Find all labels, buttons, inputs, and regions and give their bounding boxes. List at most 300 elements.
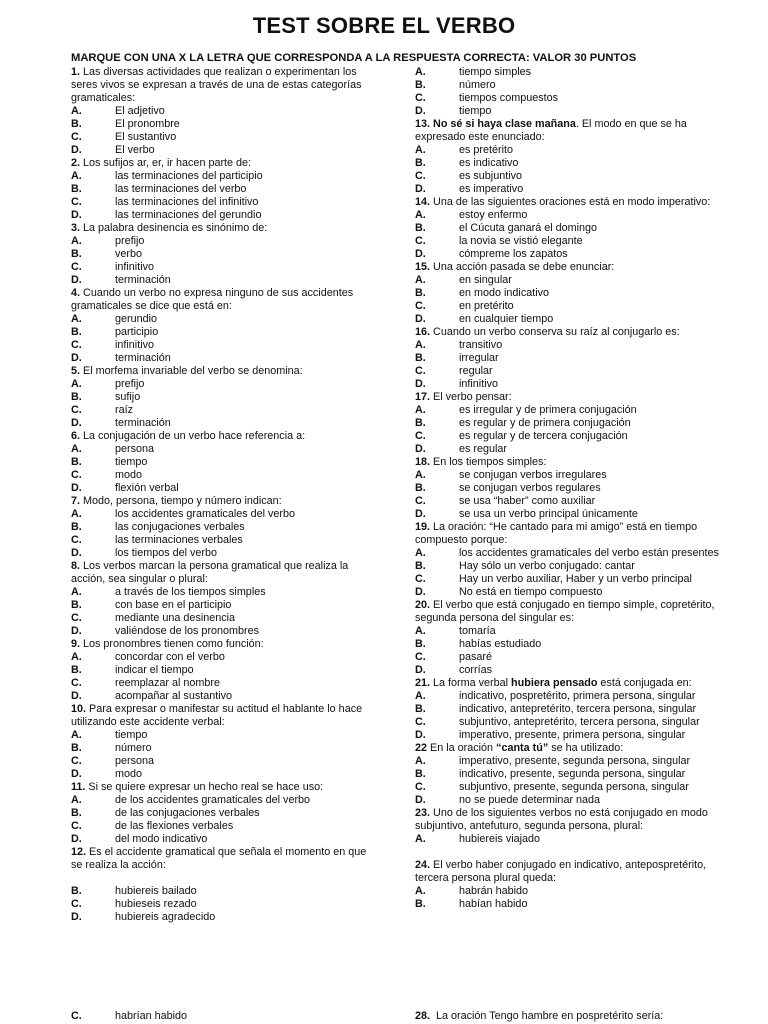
answer-option: [415, 703, 715, 716]
answer-option: [415, 625, 715, 638]
answer-option: [415, 547, 719, 560]
option-text: El sustantivo: [115, 131, 177, 143]
answer-option: [71, 482, 377, 495]
question-block: [415, 859, 715, 911]
option-text: número: [459, 79, 496, 91]
answer-option: [415, 157, 715, 170]
answer-option: [71, 807, 377, 820]
option-text: las terminaciones del gerundio: [115, 209, 262, 221]
option-text: prefijo: [115, 235, 145, 247]
answer-option: [415, 274, 715, 287]
question-block: [71, 365, 377, 430]
option-text: del modo indicativo: [115, 833, 208, 845]
question-number: 17.: [415, 391, 431, 403]
option-text: flexión verbal: [115, 482, 179, 494]
question-body: La oración: “He cantado para mi amigo” está en tiempo compuesto porque:: [415, 521, 698, 546]
option-text: concordar con el verbo: [115, 651, 225, 663]
option-letter: B.: [415, 417, 426, 429]
option-text: habías estudiado: [459, 638, 542, 650]
option-letter: C.: [415, 651, 426, 663]
question-number: 5.: [71, 365, 81, 377]
option-text: terminación: [115, 274, 171, 286]
option-letter: C.: [71, 131, 82, 143]
option-text: corrías: [459, 664, 492, 676]
option-text: es imperativo: [459, 183, 524, 195]
option-text: los tiempos del verbo: [115, 547, 218, 559]
spacer: [71, 872, 377, 885]
option-letter: A.: [415, 755, 426, 767]
option-text: regular: [459, 365, 493, 377]
answer-option: [71, 521, 377, 534]
option-letter: A.: [415, 547, 426, 559]
answer-option: [71, 508, 377, 521]
option-letter: A.: [71, 794, 82, 806]
option-letter: B.: [71, 664, 82, 676]
question-number: 21.: [415, 677, 431, 689]
option-text: las terminaciones del infinitivo: [115, 196, 259, 208]
answer-option: [71, 768, 377, 781]
option-text: en singular: [459, 274, 512, 286]
question-number: 15.: [415, 261, 431, 273]
question-block: [415, 742, 715, 807]
question-block: [415, 118, 715, 196]
option-letter: A.: [415, 66, 426, 78]
answer-option: [71, 651, 377, 664]
question-number: 14.: [415, 196, 431, 208]
answer-option: [415, 209, 715, 222]
question-text: [71, 430, 377, 443]
option-letter: A.: [71, 729, 82, 741]
answer-option: [71, 911, 377, 924]
answer-option: [71, 885, 377, 898]
answer-option: [415, 248, 715, 261]
question-block: [415, 677, 715, 742]
page-title: TEST SOBRE EL VERBO: [252, 13, 516, 38]
option-letter: B.: [71, 118, 82, 130]
question-body: Los sufijos ar, er, ir hacen parte de:: [83, 157, 252, 169]
option-letter: C.: [415, 781, 426, 793]
question-body: El morfema invariable del verbo se denomina:: [83, 365, 303, 377]
option-text: las terminaciones del verbo: [115, 183, 247, 195]
option-text: gerundio: [115, 313, 158, 325]
option-letter: A.: [415, 209, 426, 221]
answer-option: [71, 742, 377, 755]
instructions: MARQUE CON UNA X LA LETRA QUE CORRESPONDA A LA RESPUESTA CORRECTA: VALOR 30 PUNTOS: [71, 52, 637, 64]
option-text: en pretérito: [459, 300, 514, 312]
answer-option: [415, 690, 715, 703]
question-body: . El modo en que se ha expresado este enunciado:: [415, 118, 687, 143]
option-letter: C.: [415, 495, 426, 507]
option-letter: B.: [415, 352, 426, 364]
option-letter: B.: [71, 742, 82, 754]
question-number: 13.: [415, 118, 431, 130]
answer-option: [415, 560, 715, 573]
answer-option: [71, 248, 377, 261]
answer-option: [415, 781, 715, 794]
option-text: habían habido: [459, 898, 528, 910]
question-text: [415, 599, 715, 625]
option-letter: A.: [71, 378, 82, 390]
option-letter: B.: [71, 885, 82, 897]
option-text: tiempo: [459, 105, 492, 117]
option-text: se usa un verbo principal únicamente: [459, 508, 638, 520]
option-letter: B.: [415, 768, 426, 780]
option-letter: A.: [71, 235, 82, 247]
option-text: las terminaciones verbales: [115, 534, 243, 546]
option-letter: D.: [71, 274, 82, 286]
question-text: [71, 222, 377, 235]
answer-option: [71, 196, 377, 209]
question-number: 28.: [415, 1010, 431, 1022]
answer-option: [71, 456, 377, 469]
option-letter: A.: [71, 105, 82, 117]
option-letter: D.: [71, 833, 82, 845]
answer-option: [71, 378, 377, 391]
option-text: Hay sólo un verbo conjugado: cantar: [459, 560, 635, 572]
option-text: hubiereis viajado: [459, 833, 541, 845]
answer-option: [71, 313, 377, 326]
question-text: [415, 807, 715, 833]
option-text: sufijo: [115, 391, 141, 403]
answer-option: [415, 430, 715, 443]
question-number: 11.: [71, 781, 86, 793]
option-text: es indicativo: [459, 157, 519, 169]
question-block: [71, 560, 377, 638]
answer-option: [415, 898, 715, 911]
question-body: Cuando un verbo conserva su raíz al conjugarlo es:: [433, 326, 680, 338]
option-text: transitivo: [459, 339, 503, 351]
question-number: 10.: [71, 703, 87, 715]
option-text: modo: [115, 768, 143, 780]
question-block: [415, 391, 715, 456]
option-text: infinitivo: [115, 339, 155, 351]
question-block: [71, 846, 377, 885]
answer-option: [415, 469, 715, 482]
question-emphasis: No sé si haya clase mañana: [433, 118, 576, 130]
question-body: La conjugación de un verbo hace referencia a:: [83, 430, 306, 442]
question-number: 24.: [415, 859, 431, 871]
option-text: de los accidentes gramaticales del verbo: [115, 794, 311, 806]
option-letter: B.: [71, 248, 82, 260]
option-letter: D.: [415, 664, 426, 676]
option-text: los accidentes gramaticales del verbo: [115, 508, 296, 520]
option-letter: A.: [415, 469, 426, 481]
option-text: pasaré: [459, 651, 493, 663]
answer-option: [71, 794, 377, 807]
answer-option: [415, 339, 715, 352]
option-text: tiempo: [115, 456, 148, 468]
answer-option: [415, 144, 715, 157]
question-text: [415, 196, 715, 209]
answer-option: [71, 144, 377, 157]
option-text: subjuntivo, antepretérito, tercera persona, singular: [459, 716, 700, 728]
option-letter: A.: [415, 144, 426, 156]
answer-option: [71, 586, 377, 599]
option-letter: D.: [415, 729, 426, 741]
question-body: se ha utilizado:: [548, 742, 624, 754]
answer-option: [71, 664, 377, 677]
question-number: 1.: [71, 66, 81, 78]
question-block: [71, 638, 377, 703]
option-letter: D.: [71, 768, 82, 780]
answer-option: [415, 664, 715, 677]
option-text: el Cúcuta ganará el domingo: [459, 222, 598, 234]
option-text: los accidentes gramaticales del verbo están presentes: [459, 547, 719, 559]
question-block: [71, 885, 377, 924]
option-letter: B.: [415, 898, 426, 910]
question-text: [71, 495, 377, 508]
answer-option: [415, 495, 715, 508]
answer-option: [71, 534, 377, 547]
option-letter: A.: [415, 274, 426, 286]
question-block: [415, 456, 715, 521]
question-body: Una de las siguientes oraciones está en modo imperativo:: [433, 196, 711, 208]
answer-option: [415, 768, 715, 781]
option-text: imperativo, presente, primera persona, singular: [459, 729, 686, 741]
option-text: indicar el tiempo: [115, 664, 194, 676]
answer-option: [415, 66, 715, 79]
answer-option: [415, 92, 715, 105]
option-letter: D.: [71, 911, 82, 923]
option-letter: A.: [71, 586, 82, 598]
option-letter: C.: [71, 820, 82, 832]
question-block: [415, 66, 715, 118]
option-text: habrán habido: [459, 885, 529, 897]
option-letter: D.: [415, 586, 426, 598]
answer-option: [415, 105, 715, 118]
question-body: La palabra desinencia es sinónimo de:: [83, 222, 268, 234]
option-text: no se puede determinar nada: [459, 794, 601, 806]
option-letter: A.: [415, 625, 426, 637]
question-text: [71, 66, 377, 105]
option-letter: B.: [71, 807, 82, 819]
question-number: 12.: [71, 846, 87, 858]
answer-option: [71, 547, 377, 560]
option-text: valiéndose de los pronombres: [115, 625, 260, 637]
option-text: de las conjugaciones verbales: [115, 807, 260, 819]
question-body: Los verbos marcan la persona gramatical que realiza la acción, sea singular o plural:: [71, 560, 349, 585]
option-text: reemplazar al nombre: [115, 677, 221, 689]
question-text: [415, 677, 715, 690]
option-letter: D.: [71, 547, 82, 559]
question-text: La oración Tengo hambre en pospretérito sería:: [436, 1010, 664, 1022]
answer-option: [415, 170, 715, 183]
option-letter: C.: [71, 261, 82, 273]
answer-option: [71, 209, 377, 222]
option-text: tomaría: [459, 625, 496, 637]
option-letter: D.: [71, 209, 82, 221]
answer-option: [71, 469, 377, 482]
option-text: subjuntivo, presente, segunda persona, singular: [459, 781, 689, 793]
option-text: es pretérito: [459, 144, 514, 156]
option-text: es regular y de primera conjugación: [459, 417, 631, 429]
option-text: las conjugaciones verbales: [115, 521, 245, 533]
question-body: está conjugada en:: [597, 677, 692, 689]
option-text: es regular y de tercera conjugación: [459, 430, 628, 442]
option-text: imperativo, presente, segunda persona, singular: [459, 755, 691, 767]
option-text: tiempos compuestos: [459, 92, 559, 104]
question-block: [71, 430, 377, 495]
question-number: 16.: [415, 326, 431, 338]
answer-option: [415, 365, 715, 378]
option-text: hubieseis rezado: [115, 898, 197, 910]
option-text: indicativo, presente, segunda persona, singular: [459, 768, 686, 780]
option-letter: A.: [415, 339, 426, 351]
option-text: a través de los tiempos simples: [115, 586, 266, 598]
option-letter: A.: [71, 170, 82, 182]
option-text: habrían habido: [115, 1010, 188, 1022]
option-text: mediante una desinencia: [115, 612, 236, 624]
question-body: Modo, persona, tiempo y número indican:: [83, 495, 282, 507]
question-text: [415, 742, 715, 755]
option-letter: B.: [71, 183, 82, 195]
option-text: El adjetivo: [115, 105, 165, 117]
option-letter: C.: [71, 898, 82, 910]
question-body: Para expresar o manifestar su actitud el hablante lo hace utilizando este accidente verbal:: [71, 703, 363, 728]
question-body: Una acción pasada se debe enunciar:: [433, 261, 615, 273]
option-text: persona: [115, 443, 155, 455]
question-body: Si se quiere expresar un hecho real se hace uso:: [88, 781, 324, 793]
answer-option: [415, 755, 715, 768]
answer-option: [415, 183, 715, 196]
question-block: [415, 261, 715, 326]
option-text: irregular: [459, 352, 499, 364]
option-letter: A.: [415, 404, 426, 416]
question-text: [415, 118, 715, 144]
option-text: indicativo, pospretérito, primera persona, singular: [459, 690, 696, 702]
question-text: [71, 638, 377, 651]
answer-option: [71, 118, 377, 131]
answer-option: [71, 625, 377, 638]
option-text: terminación: [115, 417, 171, 429]
question-text: [71, 287, 377, 313]
question-block: [415, 807, 715, 859]
question-body: Cuando un verbo no expresa ninguno de sus accidentes gramaticales se dice que está en:: [71, 287, 354, 312]
option-text: indicativo, antepretérito, tercera persona, singular: [459, 703, 697, 715]
option-letter: C.: [415, 365, 426, 377]
option-letter: C.: [71, 196, 82, 208]
option-letter: B.: [415, 638, 426, 650]
option-text: de las flexiones verbales: [115, 820, 234, 832]
question-number: 4.: [71, 287, 81, 299]
option-text: cómpreme los zapatos: [459, 248, 568, 260]
option-letter: A.: [71, 313, 82, 325]
option-letter: D.: [71, 144, 82, 156]
answer-option: [71, 690, 377, 703]
answer-option: [415, 833, 715, 846]
option-text: prefijo: [115, 378, 145, 390]
answer-option: [71, 105, 377, 118]
question-body: En los tiempos simples:: [433, 456, 547, 468]
option-letter: D.: [71, 690, 82, 702]
option-text: con base en el participio: [115, 599, 232, 611]
option-letter: C.: [415, 716, 426, 728]
question-text: [415, 261, 715, 274]
question-block: [71, 287, 377, 365]
question-block: [71, 781, 377, 846]
option-letter: C.: [415, 235, 426, 247]
option-letter: B.: [415, 157, 426, 169]
answer-option: [71, 339, 377, 352]
answer-option: [71, 170, 377, 183]
option-letter: D.: [71, 417, 82, 429]
option-letter: D.: [415, 248, 426, 260]
answer-option: [415, 352, 715, 365]
question-block: [71, 66, 377, 157]
answer-option: [415, 235, 715, 248]
question-body: Las diversas actividades que realizan o experimentan los seres vivos se expresan a través de una de estas categorías gramaticales:: [71, 66, 362, 104]
answer-option: [415, 638, 715, 651]
option-text: tiempo: [115, 729, 148, 741]
answer-option: [415, 404, 715, 417]
question-body: El verbo que está conjugado en tiempo simple, copretérito, segunda persona del singular es:: [415, 599, 715, 624]
answer-option: [71, 599, 377, 612]
option-letter: D.: [415, 313, 426, 325]
option-letter: B.: [415, 79, 426, 91]
option-text: se conjugan verbos irregulares: [459, 469, 607, 481]
answer-option: [415, 586, 715, 599]
option-letter: B.: [415, 560, 426, 572]
option-text: acompañar al sustantivo: [115, 690, 233, 702]
option-letter: B.: [415, 703, 426, 715]
option-text: modo: [115, 469, 143, 481]
option-text: en cualquier tiempo: [459, 313, 554, 325]
option-letter: A.: [415, 833, 426, 845]
bottom-right-question: [415, 1010, 663, 1023]
question-text: [415, 521, 715, 547]
bottom-left-option: [71, 1010, 187, 1023]
option-letter: C.: [71, 755, 82, 767]
option-letter: C.: [415, 573, 426, 585]
option-letter: A.: [415, 885, 426, 897]
option-letter: C.: [415, 430, 426, 442]
option-letter: C.: [415, 92, 426, 104]
option-text: número: [115, 742, 152, 754]
option-text: tiempo simples: [459, 66, 532, 78]
answer-option: [415, 313, 715, 326]
question-text: [415, 859, 715, 885]
option-letter: D.: [415, 105, 426, 117]
answer-option: [71, 352, 377, 365]
option-letter: B.: [415, 287, 426, 299]
question-number: 8.: [71, 560, 81, 572]
answer-option: [415, 508, 715, 521]
question-block: [415, 521, 719, 599]
question-text: [71, 781, 377, 794]
question-number: 3.: [71, 222, 81, 234]
answer-option: [71, 612, 377, 625]
answer-option: [415, 573, 715, 586]
option-text: se conjugan verbos regulares: [459, 482, 601, 494]
answer-option: [71, 833, 377, 846]
option-letter: B.: [415, 482, 426, 494]
option-text: terminación: [115, 352, 171, 364]
answer-option: [71, 755, 377, 768]
answer-option: [415, 651, 715, 664]
question-text: [415, 456, 715, 469]
question-block: [415, 196, 715, 261]
option-letter: C.: [71, 612, 82, 624]
left-column: [71, 66, 377, 924]
answer-option: [415, 885, 715, 898]
option-text: infinitivo: [115, 261, 155, 273]
option-letter: C.: [71, 534, 82, 546]
question-text: [71, 157, 377, 170]
option-letter: D.: [415, 508, 426, 520]
answer-option: [415, 482, 715, 495]
question-body: Uno de los siguientes verbos no está conjugado en modo subjuntivo, antefuturo, segunda persona, plural:: [415, 807, 708, 832]
option-letter: C.: [71, 1010, 82, 1022]
